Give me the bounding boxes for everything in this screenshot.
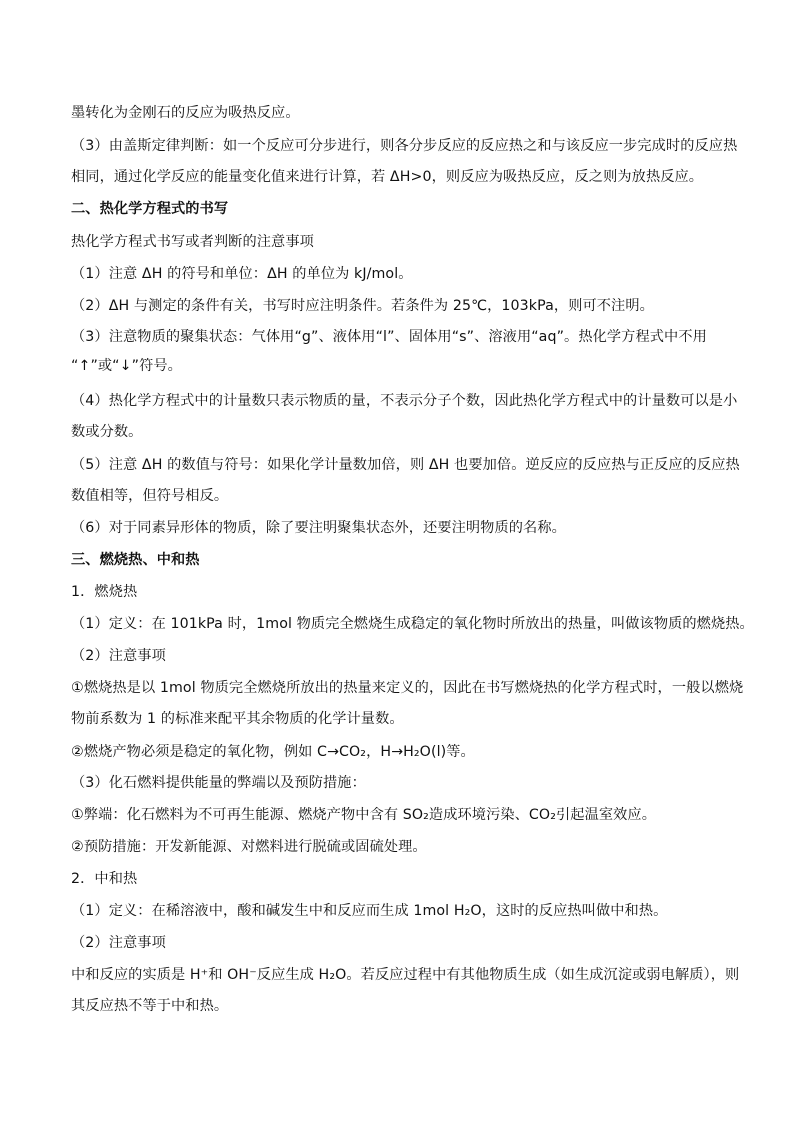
paragraph-line: （6）对于同素异形体的物质，除了要注明聚集状态外，还要注明物质的名称。 bbox=[71, 520, 566, 536]
paragraph-line: 物前系数为 1 的标准来配平其余物质的化学计量数。 bbox=[71, 711, 404, 727]
subsection-heading: 1．燃烧热 bbox=[71, 584, 138, 600]
paragraph-line: （5）注意 ΔH 的数值与符号：如果化学计量数加倍，则 ΔH 也要加倍。逆反应的反应热与正反应的反应热 bbox=[71, 457, 740, 473]
subsection-heading: 2．中和热 bbox=[71, 871, 138, 887]
paragraph-line: （4）热化学方程式中的计量数只表示物质的量，不表示分子个数，因此热化学方程式中的计量数可以是小 bbox=[71, 393, 738, 409]
paragraph-line: ②预防措施：开发新能源、对燃料进行脱硫或固硫处理。 bbox=[71, 839, 427, 855]
paragraph-line: （2）ΔH 与测定的条件有关，书写时应注明条件。若条件为 25℃，103kPa，则可不注明。 bbox=[71, 298, 654, 314]
paragraph-line: 其反应热不等于中和热。 bbox=[71, 998, 229, 1014]
paragraph-line: ①燃烧热是以 1mol 物质完全燃烧所放出的热量来定义的，因此在书写燃烧热的化学方程式时，一般以燃烧 bbox=[71, 680, 744, 696]
paragraph-line: （2）注意事项 bbox=[71, 648, 166, 664]
paragraph-line: “↑”或“↓”符号。 bbox=[71, 358, 182, 374]
paragraph-line: 相同，通过化学反应的能量变化值来进行计算，若 ΔH>0，则反应为吸热反应，反之则为放热反应。 bbox=[71, 169, 704, 185]
paragraph-line: 数值相等，但符号相反。 bbox=[71, 488, 229, 504]
section-heading: 三、燃烧热、中和热 bbox=[71, 552, 200, 568]
paragraph-line: （1）定义：在 101kPa 时，1mol 物质完全燃烧生成稳定的氧化物时所放出的热量，叫做该物质的燃烧热。 bbox=[71, 616, 754, 632]
paragraph-line: （3）注意物质的聚集状态：气体用“g”、液体用“l”、固体用“s”、溶液用“aq”。热化学方程式中不用 bbox=[71, 329, 707, 345]
paragraph-line: 中和反应的实质是 H⁺和 OH⁻反应生成 H₂O。若反应过程中有其他物质生成（如生成沉淀或弱电解质），则 bbox=[71, 967, 740, 983]
paragraph-line: （3）由盖斯定律判断：如一个反应可分步进行，则各分步反应的反应热之和与该反应一步完成时的反应热 bbox=[71, 138, 738, 154]
paragraph-line: ②燃烧产物必须是稳定的氧化物，例如 C→CO₂，H→H₂O(l)等。 bbox=[71, 744, 475, 760]
paragraph-line: ①弊端：化石燃料为不可再生能源、燃烧产物中含有 SO₂造成环境污染、CO₂引起温室效应。 bbox=[71, 807, 657, 823]
paragraph-line: （2）注意事项 bbox=[71, 935, 166, 951]
paragraph-line: （1）注意 ΔH 的符号和单位：ΔH 的单位为 kJ/mol。 bbox=[71, 266, 413, 282]
paragraph-line: 热化学方程式书写或者判断的注意事项 bbox=[71, 234, 314, 250]
paragraph-line: 墨转化为金刚石的反应为吸热反应。 bbox=[71, 105, 300, 121]
paragraph-line: 数或分数。 bbox=[71, 424, 143, 440]
section-heading: 二、热化学方程式的书写 bbox=[71, 201, 229, 217]
paragraph-line: （1）定义：在稀溶液中，酸和碱发生中和反应而生成 1mol H₂O，这时的反应热叫做中和热。 bbox=[71, 903, 668, 919]
paragraph-line: （3）化石燃料提供能量的弊端以及预防措施： bbox=[71, 775, 366, 791]
